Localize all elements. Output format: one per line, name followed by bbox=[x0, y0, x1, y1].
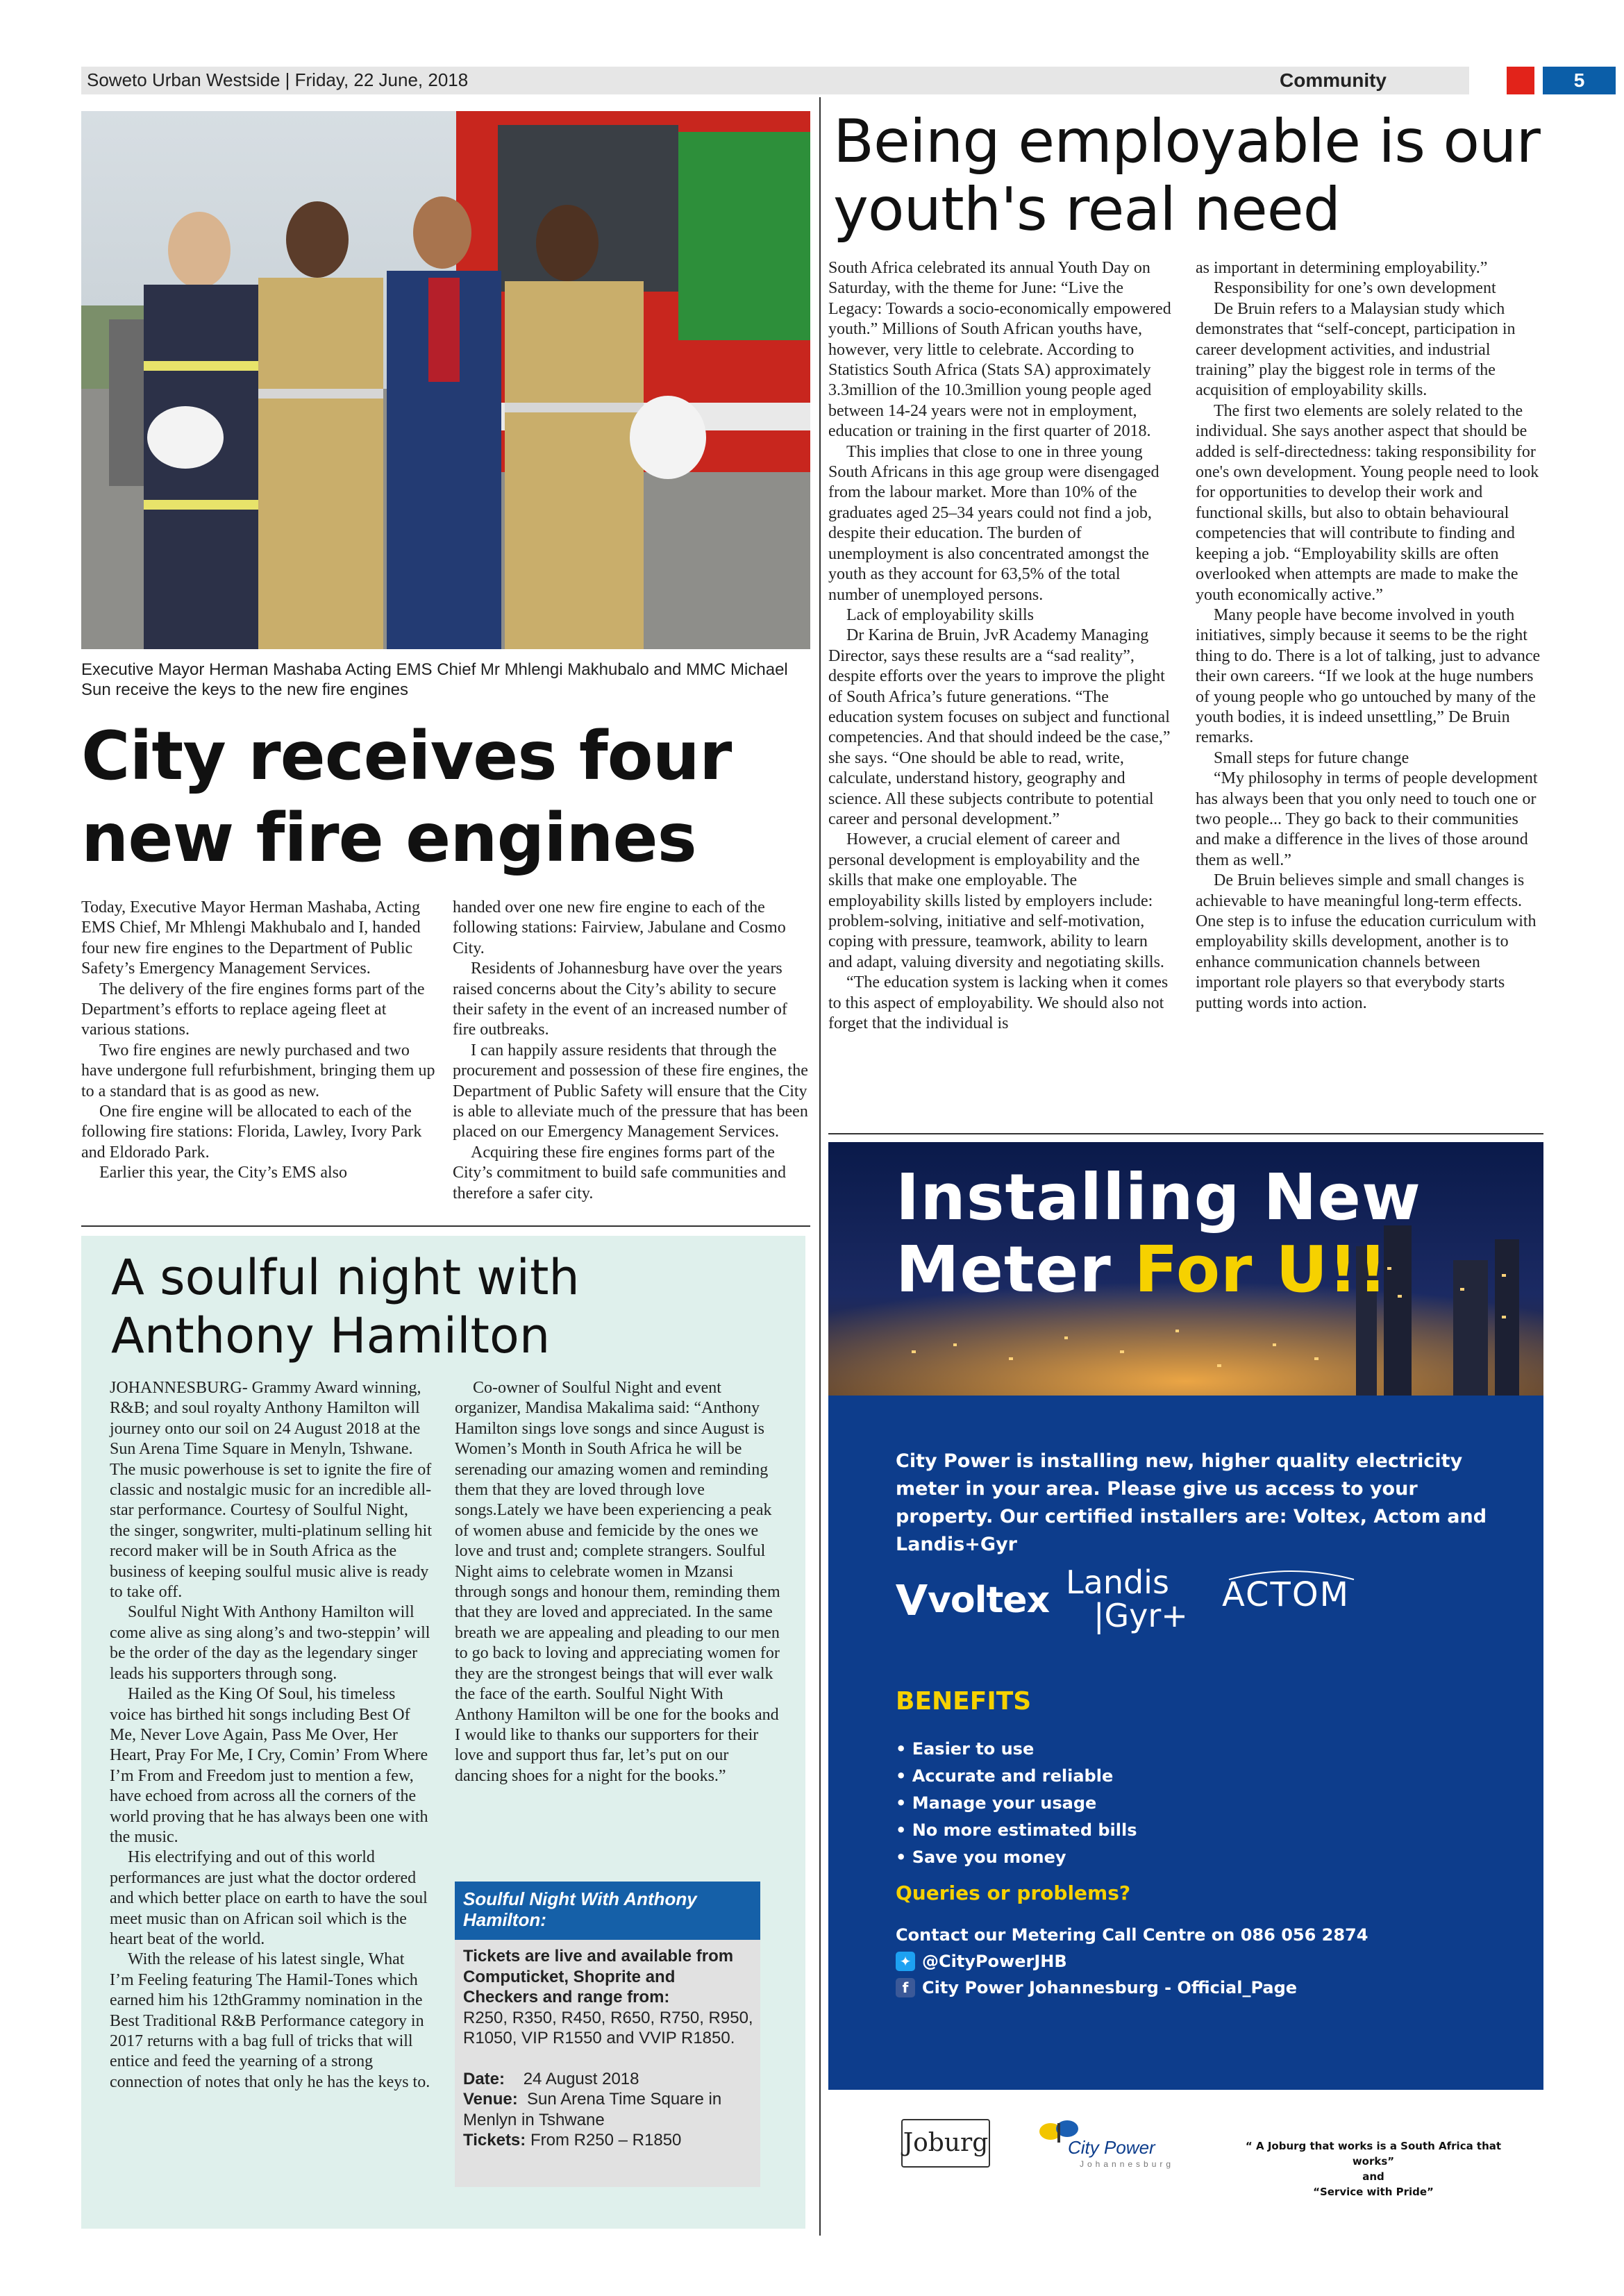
installer-logos bbox=[896, 1566, 1507, 1656]
section-marker bbox=[1507, 67, 1534, 94]
date-label: Date: bbox=[463, 2069, 505, 2088]
paragraph: The delivery of the fire engines forms part of the Department’s efforts to replace ageing fleet at various stations. bbox=[81, 980, 425, 1039]
landis-gyr-logo: Landis |Gyr+ bbox=[1066, 1564, 1188, 1634]
paragraph: Hailed as the King Of Soul, his timeless voice has birthed hit songs including Best Of Me, Never Love Again, Pass Me Over, Her Heart, Pray For Me, I Cry, Comin’ From Where I’m From and Freedom just to mention a few, have echoed from across all the corners of the world proving that he has always been one with the music. bbox=[110, 1685, 428, 1846]
fire-headline: City receives four new fire engines bbox=[81, 717, 732, 877]
fire-engine-photo bbox=[81, 111, 810, 649]
ticket-prices: R250, R350, R450, R650, R750, R950, R1050, VIP R1550 and VVIP R1850. bbox=[463, 2008, 753, 2047]
tickets-label: Tickets: bbox=[463, 2131, 526, 2150]
joburg-logo: Joburg bbox=[901, 2119, 990, 2168]
twitter-icon: ✦ bbox=[896, 1952, 915, 1971]
benefits-list bbox=[896, 1736, 1382, 1871]
contact-line: Contact our Metering Call Centre on 086 056 2874 bbox=[896, 1925, 1368, 1945]
youth-article-col1 bbox=[828, 258, 1173, 1034]
paragraph: De Bruin refers to a Malaysian study which demonstrates that “self-concept, participation in career development activities, and industrial training” play the biggest role in terms of the acquisition of employability skills. bbox=[1196, 299, 1516, 400]
soulful-col1 bbox=[110, 1378, 433, 2093]
fire-article-col2 bbox=[453, 898, 808, 1204]
paragraph: South Africa celebrated its annual Youth Day on Saturday, with the theme for June: “Live the Legacy: Towards a socio-economically empowered youth.” Millions of South African youths have, however, very little to celebrate. According to Statistics South Africa (Stats SA) approximately 3.3million of the 10.3million young people aged between 14-24 years were not in employment, education or training in the first quarter of 2018. bbox=[828, 259, 1171, 441]
paragraph: Two fire engines are newly purchased and two have undergone full refurbishment, bringing them up to a standard that is as good as new. bbox=[81, 1041, 435, 1100]
paragraph: However, a crucial element of career and personal development is employability and the skills that make one employable. The employability skills listed by employers include: problem-solving, initiative and self-motivation, coping with pressure, teamwork, ability to learn and adapt, valuing diversity and negotiating skills. bbox=[828, 830, 1164, 971]
paragraph: The first two elements are solely related to the individual. She says another aspect that should be added is self-directedness: taking responsibility for one's own development. Young people need to look for opportunities to develop their work and functional skills, but also to obtain behavioural competencies that will contribute to finding and keeping a job. “Employability skills are often overlooked when attempts are made to make the youth economically active.” bbox=[1196, 401, 1539, 604]
paragraph: Residents of Johannesburg have over the years raised concerns about the City’s ability to secure their safety in the event of an increased number of fire outbreaks. bbox=[453, 960, 787, 1039]
advert-title-line1: Installing New bbox=[896, 1160, 1421, 1234]
advert-title bbox=[896, 1162, 1521, 1306]
soulful-col2 bbox=[455, 1378, 781, 1786]
article-divider bbox=[828, 1133, 1543, 1134]
voltex-logo: voltex bbox=[896, 1579, 1049, 1621]
paragraph: Today, Executive Mayor Herman Mashaba, Acting EMS Chief, Mr Mhlengi Makhubalo and I, handed four new fire engines to the Department of Public Safety’s Emergency Management Services. bbox=[81, 898, 421, 978]
advert-footer bbox=[828, 2090, 1543, 2204]
paragraph: Acquiring these fire engines forms part of the City’s commitment to build safe communities and therefore a safer city. bbox=[453, 1143, 786, 1203]
queries-title: Queries or problems? bbox=[896, 1882, 1131, 1904]
paragraph: His electrifying and out of this world performances are just what the doctor ordered and which better place on earth to have the soul meet music than on African soil which is the heart beat of the world. bbox=[110, 1848, 428, 1948]
paragraph: JOHANNESBURG- Grammy Award winning, R&B; and soul royalty Anthony Hamilton will journey onto our soil on 24 August 2018 at the Sun Arena Time Square in Menyln, Tshwane. The music powerhouse is set to ignite the fire of classic and nostalgic music for an incredible all-star performance. Courtesy of Soulful Night, the singer, songwriter, multi-platinum selling hit record maker will be in South Africa as the business of keeping soulful music alive is ready to take off. bbox=[110, 1379, 433, 1602]
publication-date: Soweto Urban Westside | Friday, 22 June, 2018 bbox=[87, 69, 469, 90]
city-power-sub: Johannesburg bbox=[1080, 2159, 1175, 2169]
tickets-value: From R250 – R1850 bbox=[530, 2131, 682, 2150]
advert-slogan: “ A Joburg that works is a South Africa that works” and “Service with Pride” bbox=[1245, 2140, 1502, 2198]
paragraph: Earlier this year, the City’s EMS also bbox=[99, 1164, 347, 1182]
page-number: 5 bbox=[1543, 67, 1616, 94]
paragraph: as important in determining employability.” bbox=[1196, 259, 1488, 277]
photo-caption: Executive Mayor Herman Mashaba Acting EMS Chief Mr Mhlengi Makhubalo and MMC Michael Sun receive the keys to the new fire engines bbox=[81, 660, 788, 699]
paragraph: De Bruin believes simple and small changes is achievable to have meaningful long-term effects. One step is to infuse the education curriculum with employability skills development, another is to enhance communication channels between important role players so that everybody starts putting words into action. bbox=[1196, 871, 1537, 1012]
paragraph: “My philosophy in terms of people development has always been that you only need to touch one or two people... They go back to their communities and make a difference in the lives of those around them as well.” bbox=[1196, 769, 1538, 869]
subheading: Small steps for future change bbox=[1214, 748, 1409, 767]
event-info-body bbox=[463, 1946, 755, 2151]
actom-logo: ACTOM bbox=[1222, 1575, 1350, 1614]
paragraph: One fire engine will be allocated to each of the following fire stations: Florida, Lawley, Ivory Park and Eldorado Park. bbox=[81, 1103, 422, 1162]
page-header bbox=[81, 67, 1585, 94]
benefit-item: • Accurate and reliable bbox=[896, 1763, 1382, 1790]
actom-arc-icon bbox=[1222, 1567, 1361, 1581]
paragraph: Co-owner of Soulful Night and event organizer, Mandisa Makalima said: “Anthony Hamilton sings love songs and since August is Women’s Month in South Africa he will be serenading our amazing women and reminding them that they are loved through love songs.Lately we have been experiencing a peak of women abuse and femicide by the ones we love and trust and; complete strangers. Soulful Night aims to celebrate women in Mzansi through songs and honour them, reminding them that they are loved and appreciated. In the same breath we are appealing and pleading to our men to go back to loving and appreciating women for they are the strongest beings that will ever walk the face of the earth. Soulful Night With Anthony Hamilton will be one for the books and I would like to thanks our supporters for their love and support thus far, let’s put on our dancing shoes for a night for the books.” bbox=[455, 1379, 780, 1785]
column-divider bbox=[819, 97, 821, 2236]
date-value: 24 August 2018 bbox=[523, 2069, 639, 2088]
paragraph: This implies that close to one in three young South Africans in this age group were disengaged from the labour market. More than 10% of the graduates aged 25–34 years could not find a job, despite their education. The burden of unemployment is also concentrated amongst the youth as they account for 63,5% of the total number of unemployed persons. bbox=[828, 442, 1160, 604]
tickets-availability: Tickets are live and available from Computicket, Shoprite and Checkers and range from: bbox=[463, 1947, 734, 2006]
advert-title-for-u: For U!! bbox=[1134, 1232, 1389, 1307]
paragraph: “The education system is lacking when it comes to this aspect of employability. We should also not forget that the individual is bbox=[828, 973, 1169, 1033]
soulful-headline: A soulful night with Anthony Hamilton bbox=[111, 1249, 580, 1364]
fire-article-col1 bbox=[81, 898, 435, 1184]
paragraph: Soulful Night With Anthony Hamilton will come alive as sing along’s and two-steppin’ will be the order of the day as the legendary singer leads his supporters through song. bbox=[110, 1603, 430, 1683]
contact-block bbox=[896, 1922, 1521, 2001]
advert-intro: City Power is installing new, higher quality electricity meter in your area. Please give us access to your property. Our certified installers are: Voltex, Actom and Landis+Gyr bbox=[896, 1450, 1487, 1555]
twitter-handle[interactable]: @CityPowerJHB bbox=[922, 1952, 1067, 1971]
event-info-title: Soulful Night With Anthony Hamilton: bbox=[455, 1882, 760, 1940]
facebook-icon: f bbox=[896, 1978, 915, 1997]
benefit-item: • Easier to use bbox=[896, 1736, 1382, 1763]
benefit-item: • Manage your usage bbox=[896, 1790, 1382, 1817]
benefit-item: • Save you money bbox=[896, 1844, 1382, 1871]
city-power-logo: City Power bbox=[1068, 2137, 1155, 2158]
advert-title-meter: Meter bbox=[896, 1232, 1135, 1307]
paragraph: I can happily assure residents that through the procurement and possession of these fire engines, the Department of Public Safety will ensure that the City is able to alleviate much of the pressure that has been placed on our Emergency Management Services. bbox=[453, 1041, 808, 1141]
paragraph: handed over one new fire engine to each of the following stations: Fairview, Jabulane and Cosmo City. bbox=[453, 898, 786, 957]
subheading: Responsibility for one’s own development bbox=[1214, 279, 1496, 298]
city-power-advert bbox=[828, 1142, 1543, 2204]
paragraph: Many people have become involved in youth initiatives, simply because it seems to be the right thing to do. There is a lot of talking, just to advance their own careers. “If we look at the huge numbers of young people who go untouched by many of the youth bodies, it is indeed unsettling,” De Bruin remarks. bbox=[1196, 605, 1541, 747]
paragraph: With the release of his latest single, What I’m Feeling featuring The Hamil-Tones which earned him his 12thGrammy nomination in the Best Traditional R&B Performance category in 2017 returns with a bag full of tricks that will entice and feed the yearning of a strong connection of notes that only he has the keys to. bbox=[110, 1950, 430, 2091]
benefit-item: • No more estimated bills bbox=[896, 1817, 1382, 1844]
benefits-title: BENEFITS bbox=[896, 1687, 1032, 1716]
venue-label: Venue: bbox=[463, 2090, 518, 2109]
article-divider bbox=[81, 1225, 810, 1227]
subheading: Lack of employability skills bbox=[846, 605, 1034, 624]
voltex-mark-icon bbox=[896, 1584, 928, 1615]
paragraph: Dr Karina de Bruin, JvR Academy Managing Director, says these results are a “sad reality”, despite efforts over the years to improve the plight of South Africa’s future generations. “The education system focuses on subject and functional competencies. And that should indeed be the case,” she says. “One should be able to read, write, calculate, understand history, geography and science. All these subjects contribute to potential career and personal development.” bbox=[828, 626, 1171, 828]
section-name: Community bbox=[1280, 69, 1387, 91]
facebook-page[interactable]: City Power Johannesburg - Official_Page bbox=[922, 1978, 1298, 1997]
venue-value: Sun Arena Time Square in Menlyn in Tshwane bbox=[463, 2090, 722, 2129]
youth-headline: Being employable is our youth's real need bbox=[833, 107, 1540, 244]
youth-article-col2 bbox=[1196, 258, 1543, 1014]
